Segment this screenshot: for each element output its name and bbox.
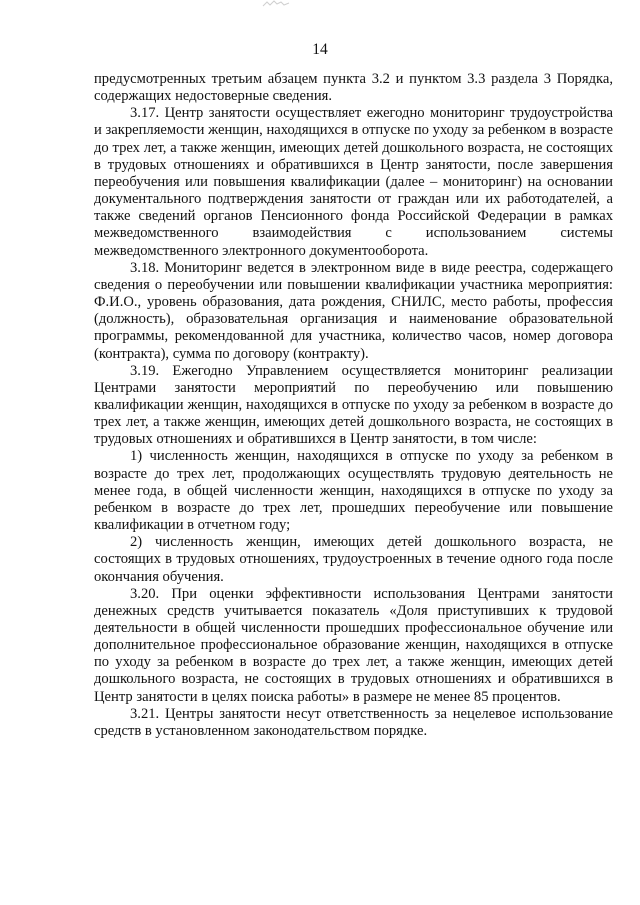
scan-artifact-icon — [262, 0, 290, 8]
paragraph-continuation: предусмотренных третьим абзацем пункта 3.2 и пунктом 3.3 раздела 3 Порядка, содержащих недостоверные сведения. — [94, 71, 613, 105]
paragraph-3-19: 3.19. Ежегодно Управлением осуществляется мониторинг реализации Центрами занятости мероприятий по переобучению или повышению квалификации женщин, находящихся в отпуске по уходу за ребенком в возрасте до трех лет, а также женщин, имеющих детей дошкольного возраста, не состоящих в трудовых отношениях и обратившихся в Центр занятости, в том числе: — [94, 362, 613, 448]
paragraph-3-17: 3.17. Центр занятости осуществляет ежегодно мониторинг трудоустройства и закрепляемости женщин, находящихся в отпуске по уходу за ребенком в возрасте до трех лет, а также женщин, имеющих детей дошкольного возраста, не состоящих в трудовых отношениях и обратившихся в Центр занятости, после завершения переобучения или повышения квалификации (далее – мониторинг) на основании документального подтверждения занятости от граждан или их работодателей, а также сведений органов Пенсионного фонда Российской Федерации в рамках межведомственного взаимодействия с использованием системы межведомственного электронного документооборота. — [94, 105, 613, 259]
paragraph-3-20: 3.20. При оценки эффективности использования Центрами занятости денежных средств учитывается показатель «Доля приступивших к трудовой деятельности в общей численности прошедших профессиональное обучение или дополнительное профессиональное образование женщин, находящихся в отпуске по уходу за ребенком в возрасте до трех лет, а также женщин, имеющих детей дошкольного возраста, не состоящих в трудовых отношениях и обратившихся в Центр занятости в целях поиска работы» в размере не менее 85 процентов. — [94, 585, 613, 705]
page-number: 14 — [312, 41, 328, 58]
document-body — [94, 71, 613, 740]
paragraph-3-18: 3.18. Мониторинг ведется в электронном виде в виде реестра, содержащего сведения о переобучении или повышении квалификации участника мероприятия: Ф.И.О., уровень образования, дата рождения, СНИЛС, место работы, профессия (должность), образовательная организация и наименование образовательной программы, рекомендованной для участника, количество часов, номер договора (контракта), сумма по договору (контракту). — [94, 259, 613, 362]
list-item-1: 1) численность женщин, находящихся в отпуске по уходу за ребенком в возрасте до трех лет, продолжающих осуществлять трудовую деятельность не менее года, в общей численности женщин, находящихся в отпуске по уходу за ребенком в возрасте до трех лет, прошедших переобучение или повышение квалификации в отчетном году; — [94, 448, 613, 534]
list-item-2: 2) численность женщин, имеющих детей дошкольного возраста, не состоящих в трудовых отношениях, трудоустроенных в течение одного года после окончания обучения. — [94, 534, 613, 585]
paragraph-3-21: 3.21. Центры занятости несут ответственность за нецелевое использование средств в установленном законодательством порядке. — [94, 705, 613, 739]
